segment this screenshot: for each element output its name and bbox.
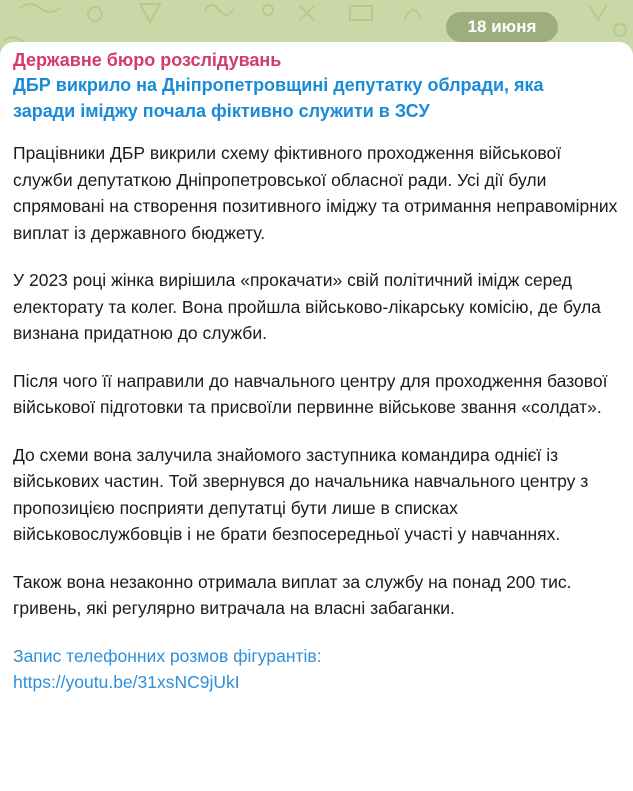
message-paragraph: Після чого її направили до навчального центру для проходження базової військової підготовки та присвоїли первинне військове звання «солдат». <box>13 370 608 417</box>
message-paragraph: У 2023 році жінка вирішила «прокачати» свій політичний імідж серед електорату та колег. Вона пройшла військово-лікарську комісію, де була визнана придатною до служби. <box>13 270 601 343</box>
link-caption[interactable]: Запис телефонних розмов фігурантів: <box>13 645 322 666</box>
link-block <box>13 643 623 696</box>
message-paragraph: До схеми вона залучила знайомого заступника командира однієї із військових частин. Той звернувся до начальника навчального центру з пропозицією посприяти депутатці бути лише в списках військовослужбовців і не брати безпосередньої участі у навчаннях. <box>13 444 589 544</box>
message-bubble <box>0 42 633 791</box>
message-paragraph: Також вона незаконно отримала виплат за службу на понад 200 тис. гривень, які регулярно витрачала на власні забаганки. <box>13 571 572 618</box>
channel-name[interactable]: Державне бюро розслідувань <box>13 50 282 70</box>
message-paragraph: Працівники ДБР викрили схему фіктивного проходження військової служби депутаткою Дніпропетровської обласної ради. Усі дії були спрямовані на створення позитивного іміджу та отримання неправомірних виплат із державного бюджету. <box>13 143 618 243</box>
message-headline: ДБР викрило на Дніпропетровщині депутатку облради, яка заради іміджу почала фіктивно служити в ЗСУ <box>13 75 544 121</box>
youtube-link[interactable]: https://youtu.be/31xsNC9jUkI <box>13 672 240 692</box>
date-separator: 18 июня <box>446 12 558 42</box>
